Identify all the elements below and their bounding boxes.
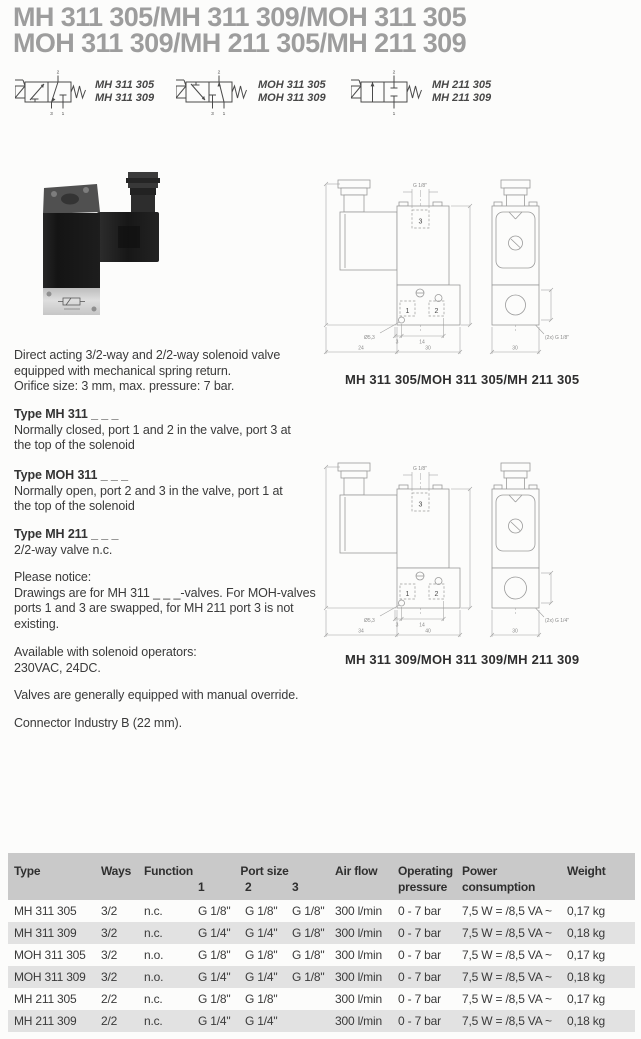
cell-ways: 2/2 <box>101 992 118 1006</box>
valve-symbol-mh311-icon <box>15 69 87 116</box>
dim-diameter: Ø5,3 <box>364 335 375 341</box>
cell-port2: G 1/8" <box>245 948 278 962</box>
desc-text: Normally closed, port 1 and 2 in the valve, port 3 at <box>14 422 291 437</box>
col-header-power: Power <box>460 853 565 879</box>
description-operators <box>14 645 334 676</box>
connector-cap <box>126 172 160 215</box>
cell-type: MH 311 305 <box>14 904 77 918</box>
cell-port2: G 1/4" <box>243 1010 290 1032</box>
cell-ways: 3/2 <box>101 948 118 962</box>
symbol-label: MH 211 305 <box>432 79 492 91</box>
cell-ways: 3/2 <box>98 922 141 944</box>
symbol-label: MH 211 309 <box>432 91 492 104</box>
description-connector <box>14 716 334 732</box>
col-header-ways: Ways <box>98 853 141 879</box>
symbol-port-top-label: 2 <box>56 70 60 76</box>
drawing-side-view <box>338 180 460 325</box>
port3-label: 3 <box>418 501 423 509</box>
product-photo <box>40 168 165 318</box>
dim-front-port: (2x) G 1/4" <box>545 618 570 624</box>
symbol-labels-mh211 <box>432 79 491 104</box>
cell-pressure: 0 - 7 bar <box>396 922 460 944</box>
cell-port3: G 1/8" <box>290 966 333 988</box>
col-header-type: Type <box>8 853 98 879</box>
desc-text: Connector Industry B (22 mm). <box>14 716 182 730</box>
dim-c: 24 <box>358 345 364 352</box>
page-title-line1: MH 311 305/MH 311 309/MOH 311 305 <box>13 2 467 32</box>
dim-d: 30 <box>425 345 431 352</box>
cell-power: 7,5 W = /8,5 VA ~ <box>462 948 552 962</box>
cell-air-flow: 300 l/min <box>333 1010 396 1032</box>
cell-weight: 0,17 kg <box>567 992 605 1006</box>
symbol-port-br-label: 1 <box>61 112 65 116</box>
symbol-port-br-label: 1 <box>222 112 226 116</box>
description-intro <box>14 348 334 395</box>
desc-text: equipped with mechanical spring return. <box>14 363 232 378</box>
cell-pressure: 0 - 7 bar <box>398 948 441 962</box>
table-header-row-1 <box>8 853 635 879</box>
cell-air-flow: 300 l/min <box>335 948 382 962</box>
cell-type: MH 311 309 <box>8 922 98 944</box>
cell-power: 7,5 W = /8,5 VA ~ <box>462 992 552 1006</box>
dim-d: 40 <box>425 628 431 635</box>
symbol-port-top-label: 2 <box>392 70 396 76</box>
cell-pressure: 0 - 7 bar <box>398 992 441 1006</box>
cell-port3: G 1/8" <box>292 948 325 962</box>
cell-port3: G 1/8" <box>290 922 333 944</box>
description-notice <box>14 570 334 632</box>
technical-drawing-305 <box>312 162 641 374</box>
col-header-weight: Weight <box>565 853 635 879</box>
cell-function: n.o. <box>141 966 196 988</box>
symbol-label: MOH 311 305 <box>258 79 326 91</box>
cell-pressure: 0 - 7 bar <box>396 966 460 988</box>
port2-label: 2 <box>434 591 439 598</box>
cell-ways: 2/2 <box>98 1010 141 1032</box>
table-row <box>8 988 635 1010</box>
description-type-moh311 <box>14 468 334 515</box>
dim-diameter: Ø5,3 <box>364 618 375 624</box>
desc-text: ports 1 and 3 are swapped, for MH 211 port 3 is not <box>14 601 294 615</box>
drawing-front-view <box>492 463 539 608</box>
symbol-port-bottom-label: 1 <box>392 112 396 116</box>
dim-front-bottom: 30 <box>512 345 518 352</box>
cell-power: 7,5 W = /8,5 VA ~ <box>460 1010 565 1032</box>
cell-weight: 0,18 kg <box>565 1010 635 1032</box>
desc-text: Available with solenoid operators: <box>14 645 197 659</box>
table-row <box>8 1010 635 1032</box>
symbol-port-top-label: 2 <box>217 70 221 76</box>
cell-air-flow: 300 l/min <box>335 992 382 1006</box>
drawing-side-view <box>338 463 460 608</box>
dim-a: 3 <box>395 622 399 629</box>
dim-a: 3 <box>395 339 399 346</box>
desc-text: existing. <box>14 616 59 631</box>
symbol-labels-mh311 <box>95 79 154 104</box>
port1-label: 1 <box>405 591 410 598</box>
technical-drawing-309 <box>312 445 641 657</box>
cell-air-flow: 300 l/min <box>335 904 382 918</box>
cell-weight: 0,18 kg <box>565 966 635 988</box>
cell-port1: G 1/8" <box>198 992 231 1006</box>
cell-weight: 0,17 kg <box>567 904 605 918</box>
cell-port1: G 1/4" <box>196 966 243 988</box>
cell-port3 <box>290 988 333 1010</box>
port2-label: 2 <box>434 308 439 315</box>
cell-power: 7,5 W = /8,5 VA ~ <box>462 904 552 918</box>
dim-c: 34 <box>358 628 364 635</box>
cell-type: MH 211 305 <box>14 992 77 1006</box>
cell-power: 7,5 W = /8,5 VA ~ <box>460 922 565 944</box>
cell-power: 7,5 W = /8,5 VA ~ <box>460 966 565 988</box>
cell-ways: 3/2 <box>101 904 118 918</box>
cell-port3: G 1/8" <box>292 904 325 918</box>
symbol-port-bl-label: 3 <box>50 112 53 116</box>
desc-text: 230VAC, 24DC. <box>14 660 101 675</box>
cell-function: n.c. <box>144 904 163 918</box>
table-row <box>8 900 635 922</box>
cell-air-flow: 300 l/min <box>333 966 396 988</box>
col-header-function: Function <box>141 853 196 879</box>
cell-function: n.o. <box>144 948 164 962</box>
sub-header-consumption: consumption <box>460 879 565 900</box>
cell-type: MH 211 309 <box>8 1010 98 1032</box>
cell-type: MOH 311 305 <box>14 948 86 962</box>
sub-header-port1: 1 <box>196 879 243 900</box>
cell-function: n.c. <box>141 922 196 944</box>
cell-function: n.c. <box>141 1010 196 1032</box>
sub-header-port3: 3 <box>290 879 333 900</box>
valve-symbol-mh211-icon <box>351 69 423 116</box>
symbol-port-bl-label: 3 <box>211 112 214 116</box>
sub-header-pressure: pressure <box>396 879 460 900</box>
valve-symbol-moh311-icon <box>176 69 248 116</box>
dim-b: 14 <box>419 339 425 346</box>
desc-text: Please notice: <box>14 570 92 584</box>
cell-port1: G 1/4" <box>196 922 243 944</box>
page-title-line2: MOH 311 309/MH 211 305/MH 211 309 <box>13 28 467 58</box>
symbol-label: MH 311 305 <box>95 79 155 91</box>
desc-text: Valves are generally equipped with manual override. <box>14 688 299 702</box>
cell-weight: 0,18 kg <box>565 922 635 944</box>
desc-text: the top of the solenoid <box>14 499 135 513</box>
port3-label: 3 <box>418 218 423 226</box>
cell-pressure: 0 - 7 bar <box>396 1010 460 1032</box>
port1-label: 1 <box>405 308 410 315</box>
symbol-label: MH 311 309 <box>95 91 155 104</box>
cell-port1: G 1/8" <box>198 904 231 918</box>
drawing-caption-309: MH 311 309/MOH 311 309/MH 211 309 <box>345 652 580 667</box>
symbol-labels-moh311 <box>258 79 326 104</box>
description-type-mh311 <box>14 407 334 454</box>
page-title <box>13 4 633 56</box>
cell-port2: G 1/4" <box>243 922 290 944</box>
col-header-operating: Operating <box>396 853 460 879</box>
base-plate <box>43 288 100 315</box>
cell-air-flow: 300 l/min <box>333 922 396 944</box>
cell-port1: G 1/4" <box>196 1010 243 1032</box>
type-heading: Type MH 311 _ _ _ <box>14 407 119 421</box>
dim-front-bottom: 30 <box>512 628 518 635</box>
cell-port3 <box>290 1010 333 1032</box>
cell-pressure: 0 - 7 bar <box>398 904 441 918</box>
cell-port1: G 1/8" <box>198 948 231 962</box>
drawing-front-view <box>492 180 539 325</box>
cell-weight: 0,17 kg <box>567 948 605 962</box>
col-header-port-size: Port size <box>196 853 333 879</box>
table-row <box>8 966 635 988</box>
desc-text: 2/2-way valve n.c. <box>14 542 113 557</box>
table-row <box>8 922 635 944</box>
dim-front-port: (2x) G 1/8" <box>545 335 570 341</box>
dim-b: 14 <box>419 622 425 629</box>
dim-top-port: G 1/8" <box>412 183 428 189</box>
description-type-mh211 <box>14 527 334 558</box>
cell-ways: 3/2 <box>98 966 141 988</box>
table-row <box>8 944 635 966</box>
cell-port2: G 1/4" <box>243 966 290 988</box>
desc-text: Direct acting 3/2-way and 2/2-way solenoid valve <box>14 348 281 362</box>
desc-text: Orifice size: 3 mm, max. pressure: 7 bar. <box>14 379 235 393</box>
cell-type: MOH 311 309 <box>8 966 98 988</box>
valve-body <box>43 213 100 289</box>
desc-text: Drawings are for MH 311 _ _ _-valves. For MOH-valves <box>14 585 316 600</box>
spec-table <box>8 853 635 1032</box>
sub-header-port2: 2 <box>243 879 290 900</box>
col-header-air-flow: Air flow <box>333 853 396 879</box>
description-override <box>14 688 334 704</box>
cell-function: n.c. <box>144 992 163 1006</box>
cell-port2: G 1/8" <box>245 992 278 1006</box>
desc-text: Normally open, port 2 and 3 in the valve, port 1 at <box>14 483 283 498</box>
type-heading: Type MH 211 _ _ _ <box>14 527 119 541</box>
drawing-caption-305: MH 311 305/MOH 311 305/MH 211 305 <box>345 372 580 387</box>
table-header-row-2 <box>8 879 635 900</box>
symbol-label: MOH 311 309 <box>258 91 326 104</box>
desc-text: the top of the solenoid <box>14 438 135 452</box>
cell-port2: G 1/8" <box>245 904 278 918</box>
type-heading: Type MOH 311 _ _ _ <box>14 468 128 482</box>
dim-top-port: G 1/8" <box>412 466 428 472</box>
